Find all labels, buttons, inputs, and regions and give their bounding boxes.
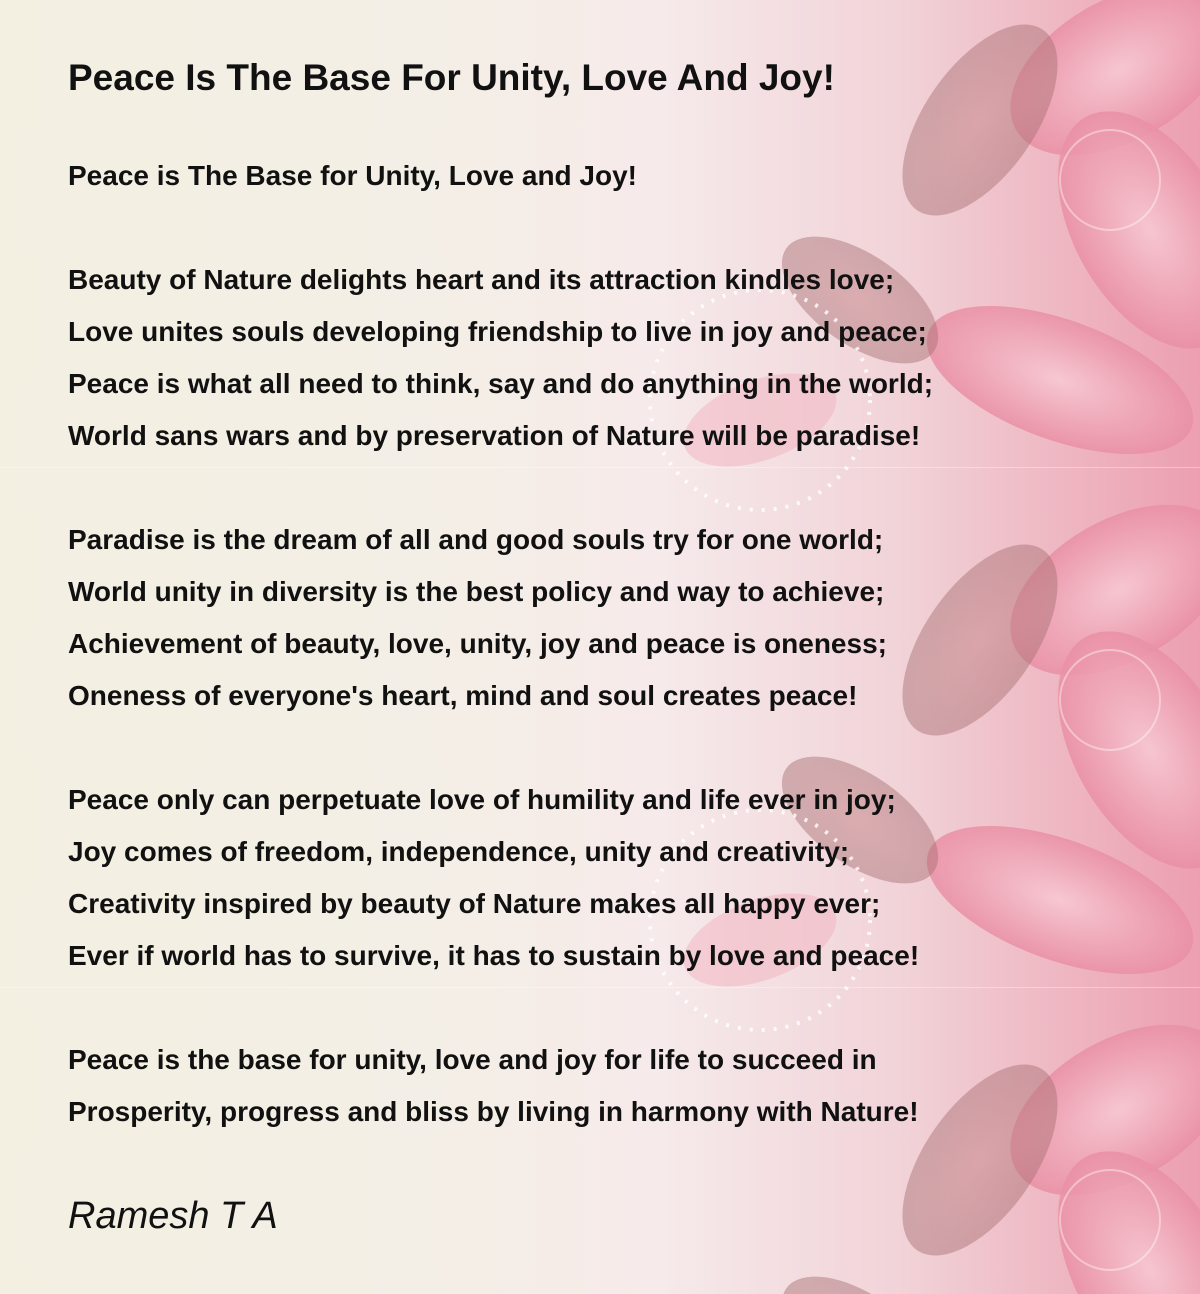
poem-title: Peace Is The Base For Unity, Love And Joy! [68, 57, 835, 98]
poem-line: Peace is the base for unity, love and joy for life to succeed in [68, 1044, 877, 1075]
stanza-2 [68, 514, 1128, 722]
poem-line: Achievement of beauty, love, unity, joy and peace is oneness; [68, 628, 887, 659]
poem-line: Joy comes of freedom, independence, unity and creativity; [68, 836, 850, 867]
poem-line: Ever if world has to survive, it has to sustain by love and peace! [68, 940, 920, 971]
poem-line: Oneness of everyone's heart, mind and soul creates peace! [68, 680, 858, 711]
poem-line: Prosperity, progress and bliss by living in harmony with Nature! [68, 1096, 919, 1127]
author-name: Ramesh T A [68, 1195, 278, 1237]
poem-line: Peace is what all need to think, say and do anything in the world; [68, 368, 934, 399]
poem-line: Beauty of Nature delights heart and its attraction kindles love; [68, 264, 895, 295]
poem-page [68, 52, 1128, 1242]
poem-line: World sans wars and by preservation of Nature will be paradise! [68, 420, 921, 451]
poem-subtitle: Peace is The Base for Unity, Love and Joy! [68, 160, 637, 191]
stanza-1 [68, 254, 1128, 462]
poem-line: Peace only can perpetuate love of humility and life ever in joy; [68, 784, 896, 815]
stanza-4 [68, 1034, 1128, 1138]
stanza-3 [68, 774, 1128, 982]
poem-line: World unity in diversity is the best policy and way to achieve; [68, 576, 885, 607]
poem-line: Paradise is the dream of all and good souls try for one world; [68, 524, 884, 555]
poem-line: Creativity inspired by beauty of Nature makes all happy ever; [68, 888, 881, 919]
poem-line: Love unites souls developing friendship to live in joy and peace; [68, 316, 927, 347]
